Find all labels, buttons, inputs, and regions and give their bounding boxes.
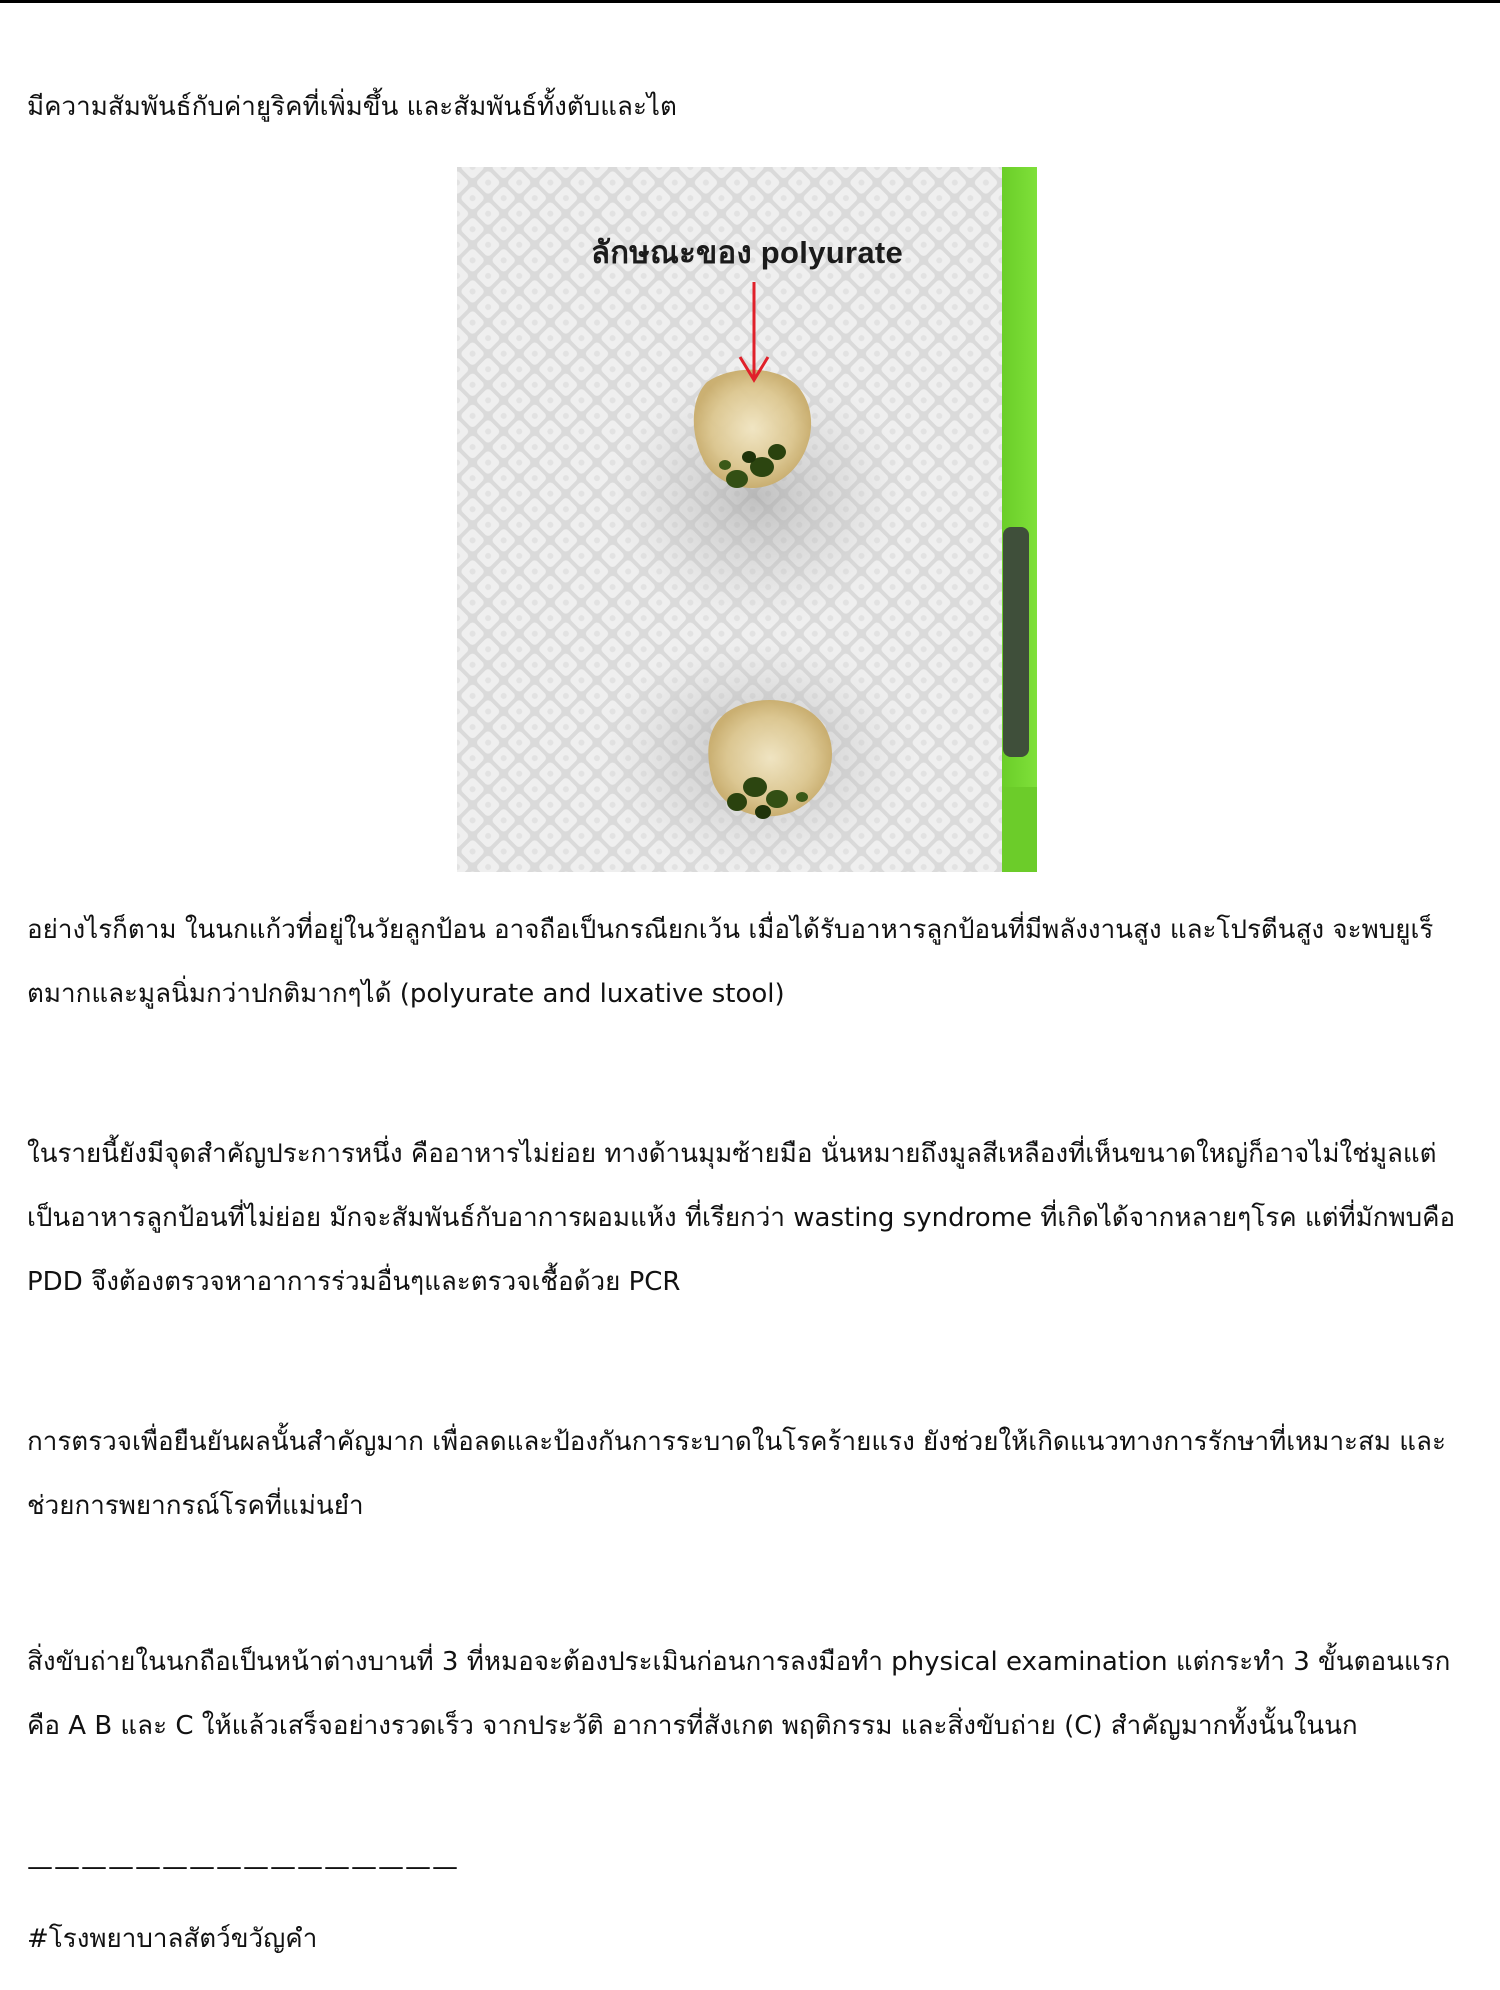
divider-line: ————————————————: [27, 1852, 459, 1882]
paragraph-2: ในรายนี้ยังมีจุดสำคัญประการหนึ่ง คืออาหารไม่ย่อย ทางด้านมุมซ้ายมือ นั่นหมายถึงมูลสีเหลืองที่เห็นขนาดใหญ่ก็อาจไม่ใช่มูลแต่เป็นอาหารลูกป้อนที่ไม่ย่อย มักจะสัมพันธ์กับอาการผอมแห้ง ที่เรียกว่า wasting syndrome ที่เกิดได้จากหลายๆโรค แต่ที่มักพบคือ PDD จึงต้องตรวจหาอาการร่วมอื่นๆและตรวจเชื้อด้วย PCR: [27, 1139, 1456, 1297]
paragraph-4: สิ่งขับถ่ายในนกถือเป็นหน้าต่างบานที่ 3 ที่หมอจะต้องประเมินก่อนการลงมือทำ physical examination แต่กระทำ 3 ขั้นตอนแรก คือ A B และ C ให้แล้วเสร็จอย่างรวดเร็ว จากประวัติ อาการที่สังเกต พฤติกรรม และสิ่งขับถ่าย (C) สำคัญมากทั้งนั้นในนก: [27, 1647, 1451, 1741]
hashtag-link[interactable]: #โรงพยาบาลสัตว์ขวัญคำ: [27, 1924, 318, 1954]
intro-paragraph: มีความสัมพันธ์กับค่ายูริคที่เพิ่มขึ้น และสัมพันธ์ทั้งตับและไต: [27, 92, 677, 122]
photo-caption: ลักษณะของ polyurate: [590, 235, 904, 270]
paragraph-3: การตรวจเพื่อยืนยันผลนั้นสำคัญมาก เพื่อลดและป้องกันการระบาดในโรคร้ายแรง ยังช่วยให้เกิดแนวทางการรักษาที่เหมาะสม และช่วยการพยากรณ์โรคที่แม่นยำ: [27, 1427, 1446, 1521]
polyurate-photo: [457, 167, 1037, 872]
paragraph-1: อย่างไรก็ตาม ในนกแก้วที่อยู่ในวัยลูกป้อน อาจถือเป็นกรณียกเว้น เมื่อได้รับอาหารลูกป้อนที่มีพลังงานสูง และโปรตีนสูง จะพบยูเร็ตมากและมูลนิ่มกว่าปกติมากๆได้ (polyurate and luxative stool): [27, 915, 1434, 1009]
top-border: [0, 0, 1500, 3]
